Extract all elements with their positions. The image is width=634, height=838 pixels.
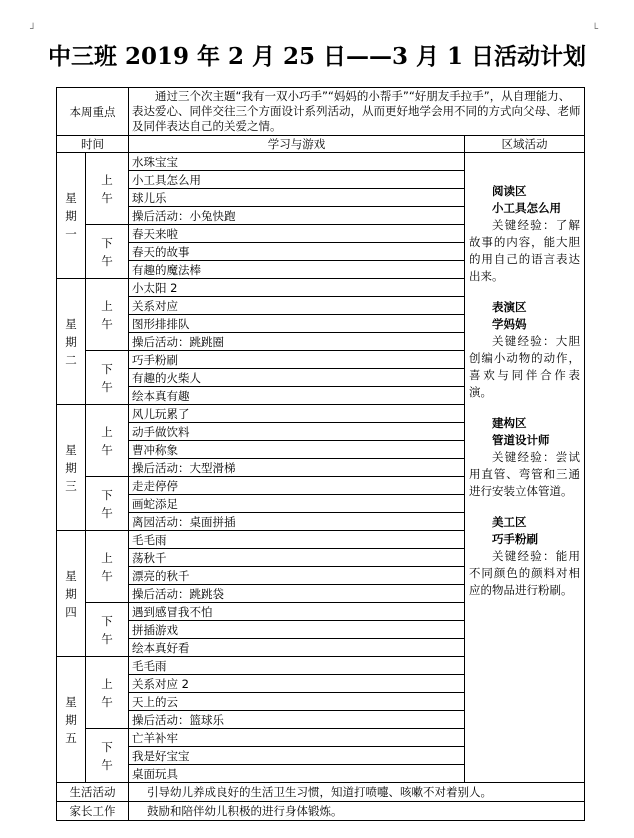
day-label-text: 星期五 [65,694,77,745]
day-label [57,405,86,531]
activity-item: 离园活动：桌面拼插 [129,513,465,531]
header-area: 区域活动 [465,136,585,153]
session-label-text: 下午 [101,739,113,772]
activity-item: 有趣的火柴人 [129,369,465,387]
activity-item: 操后活动：篮球乐 [129,711,465,729]
session-label [86,351,129,405]
life-activity-text: 引导幼儿养成良好的生活卫生习惯，知道打喷嚏、咳嗽不对着别人。 [129,783,585,802]
session-label-text: 下午 [101,487,113,520]
corner-mark-top-right: └ [592,24,599,35]
activity-item: 球儿乐 [129,189,465,207]
area-region: 建构区 [492,416,527,430]
area-region: 美工区 [492,515,527,529]
parent-work-label: 家长工作 [57,802,129,821]
session-label [86,657,129,729]
activity-item: 毛毛雨 [129,657,465,675]
activity-item: 荡秋千 [129,549,465,567]
session-label-text: 下午 [101,613,113,646]
activity-item: 操后活动：大型滑梯 [129,459,465,477]
day-label [57,153,86,279]
session-label [86,279,129,351]
activity-item: 绘本真有趣 [129,387,465,405]
session-label-text: 上午 [101,172,113,205]
area-activity-name: 小工具怎么用 [492,201,561,215]
activity-item: 小太阳 2 [129,279,465,297]
activity-item: 我是好宝宝 [129,747,465,765]
activity-item: 有趣的魔法棒 [129,261,465,279]
area-key-experience: 关键经验：了解故事的内容，能大胆的用自己的语言表达出来。 [469,218,580,283]
activity-item: 操后活动：小兔快跑 [129,207,465,225]
session-label [86,405,129,477]
session-label [86,531,129,603]
day-label [57,279,86,405]
day-label-text: 星期三 [65,442,77,493]
weekly-focus-text: 通过三个次主题“我有一双小巧手”“妈妈的小帮手”“好朋友手拉手”，从自理能力、表达爱心、同伴交往三个方面设计系列活动，从而更好地学会用不同的方式向父母、老师及同伴表达自己的关爱之情。 [129,88,585,136]
area-key-experience: 关键经验：尝试用直管、弯管和三通进行安装立体管道。 [469,450,580,498]
activity-item: 绘本真好看 [129,639,465,657]
area-activity-name: 学妈妈 [492,317,527,331]
activity-item: 亡羊补牢 [129,729,465,747]
day-label-text: 星期四 [65,568,77,619]
activity-item: 图形排排队 [129,315,465,333]
activity-item: 风儿玩累了 [129,405,465,423]
activity-item: 春天的故事 [129,243,465,261]
activity-item: 小工具怎么用 [129,171,465,189]
activity-plan-table [56,87,585,821]
day-label-text: 星期二 [65,316,77,367]
activity-item: 水珠宝宝 [129,153,465,171]
activity-item: 天上的云 [129,693,465,711]
activity-item: 春天来啦 [129,225,465,243]
activity-item: 遇到感冒我不怕 [129,603,465,621]
area-region: 阅读区 [492,184,527,198]
session-label-text: 上午 [101,676,113,709]
area-key-experience: 关键经验：能用不同颜色的颜料对相应的物品进行粉刷。 [469,549,580,597]
session-label [86,225,129,279]
activity-item: 拼插游戏 [129,621,465,639]
activity-item: 曹冲称象 [129,441,465,459]
session-label-text: 下午 [101,361,113,394]
corner-mark-top-left: ┘ [30,24,37,35]
activity-item: 动手做饮料 [129,423,465,441]
area-activity-name: 巧手粉刷 [492,532,538,546]
session-label-text: 上午 [101,424,113,457]
activity-item: 画蛇添足 [129,495,465,513]
activity-item: 毛毛雨 [129,531,465,549]
schedule-row [57,153,585,171]
area-region: 表演区 [492,300,527,314]
day-label-text: 星期一 [65,190,77,241]
activity-item: 桌面玩具 [129,765,465,783]
activity-item: 关系对应 2 [129,675,465,693]
session-label-text: 上午 [101,550,113,583]
life-activity-label: 生活活动 [57,783,129,802]
day-label [57,657,86,783]
activity-item: 操后活动：跳跳袋 [129,585,465,603]
page-title: 中三班 2019 年 2 月 25 日——3 月 1 日活动计划 [47,43,587,70]
session-label [86,729,129,783]
session-label [86,477,129,531]
area-activity-name: 管道设计师 [492,433,550,447]
weekly-focus-label: 本周重点 [57,88,129,136]
activity-item: 巧手粉刷 [129,351,465,369]
session-label-text: 下午 [101,235,113,268]
parent-work-text: 鼓励和陪伴幼儿积极的进行身体锻炼。 [129,802,585,821]
area-key-experience: 关键经验：大胆创编小动物的动作，喜欢与同伴合作表演。 [469,334,580,399]
activity-item: 操后活动：跳跳圈 [129,333,465,351]
day-label [57,531,86,657]
session-label [86,603,129,657]
session-label-text: 上午 [101,298,113,331]
header-time: 时间 [57,136,129,153]
area-activities [465,153,585,783]
session-label [86,153,129,225]
activity-item: 关系对应 [129,297,465,315]
activity-item: 漂亮的秋千 [129,567,465,585]
activity-item: 走走停停 [129,477,465,495]
header-learning: 学习与游戏 [129,136,465,153]
